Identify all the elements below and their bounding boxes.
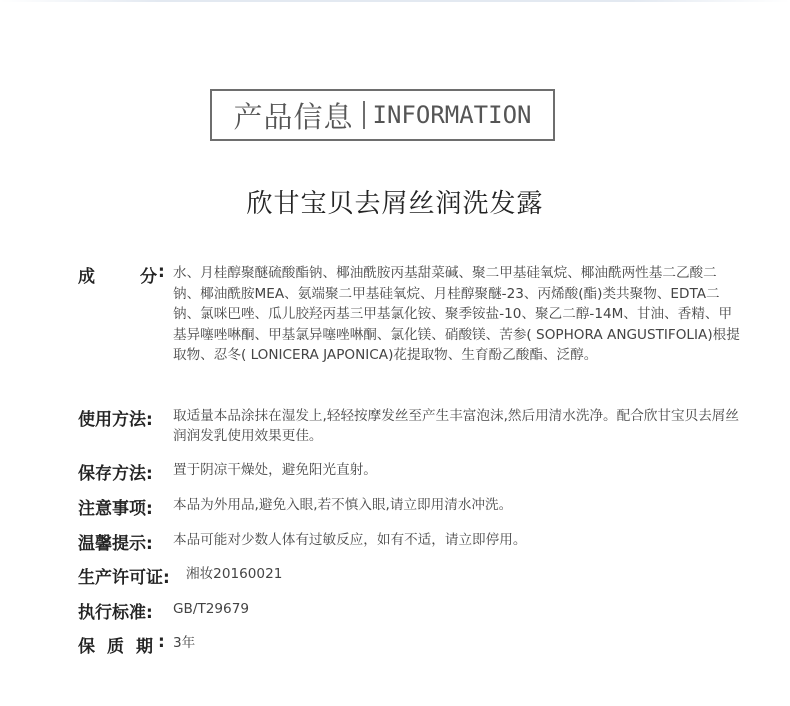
caution-label: 注意事项: [78, 499, 153, 519]
tips-label: 温馨提示: [78, 534, 153, 554]
shelf-life-label-char-3: 期 [136, 637, 153, 657]
ingredients-label-char-2: 分 [140, 267, 157, 287]
header-title-en: INFORMATION [372, 101, 532, 129]
standard-row [78, 598, 748, 623]
shelf-life-value: 3年 [173, 635, 196, 651]
tips-value: 本品可能对少数人体有过敏反应，如有不适，请立即停用。 [173, 532, 527, 548]
shelf-life-label-char-2: 质 [107, 637, 124, 657]
usage-value: 取适量本品涂抹在湿发上,轻轻按摩发丝至产生丰富泡沫,然后用清水洗净。配合欣甘宝贝去屑丝润润发乳使用效果更佳。 [173, 408, 739, 444]
storage-row [78, 459, 748, 484]
ingredients-row [78, 262, 748, 382]
usage-label: 使用方法: [78, 410, 153, 430]
standard-label: 执行标准: [78, 603, 153, 623]
license-value: 湘妆20160021 [186, 566, 283, 582]
usage-row [78, 405, 748, 450]
product-name: 欣甘宝贝去屑丝润洗发露 [246, 189, 544, 219]
tips-row [78, 529, 748, 554]
ingredients-value: 水、月桂醇聚醚硫酸酯钠、椰油酰胺丙基甜菜碱、聚二甲基硅氧烷、椰油酰两性基二乙酸二钠、椰油酰胺MEA、氨端聚二甲基硅氧烷、月桂醇聚醚-23、丙烯酸(酯)类共聚物、EDTA二钠、氯咪巴唑、瓜儿胶羟丙基三甲基氯化铵、聚季铵盐-10、聚乙二醇-14M、甘油、香精、甲基异噻唑啉酮、甲基氯异噻唑啉酮、氯化镁、硝酸镁、苦参( SOPHORA ANGUSTIFOLIA)根提取物、忍冬( LONICERA JAPONICA)花提取物、生育酚乙酸酯、泛醇。 [173, 265, 740, 363]
top-divider [0, 0, 790, 2]
shelf-life-colon: : [158, 632, 165, 652]
storage-label: 保存方法: [78, 464, 153, 484]
license-label: 生产许可证: [78, 568, 170, 588]
section-header [210, 89, 555, 141]
shelf-life-label-char-1: 保 [78, 637, 95, 657]
ingredients-colon: : [158, 262, 165, 282]
license-row [78, 563, 748, 588]
standard-value: GB/T29679 [173, 601, 249, 617]
caution-value: 本品为外用品,避免入眼,若不慎入眼,请立即用清水冲洗。 [173, 497, 513, 513]
ingredients-label-char-1: 成 [78, 267, 95, 287]
storage-value: 置于阴凉干燥处，避免阳光直射。 [173, 462, 377, 478]
caution-row [78, 494, 748, 519]
shelf-life-row [78, 632, 748, 657]
header-title-cn: 产品信息 [233, 99, 354, 134]
header-separator [363, 101, 365, 129]
